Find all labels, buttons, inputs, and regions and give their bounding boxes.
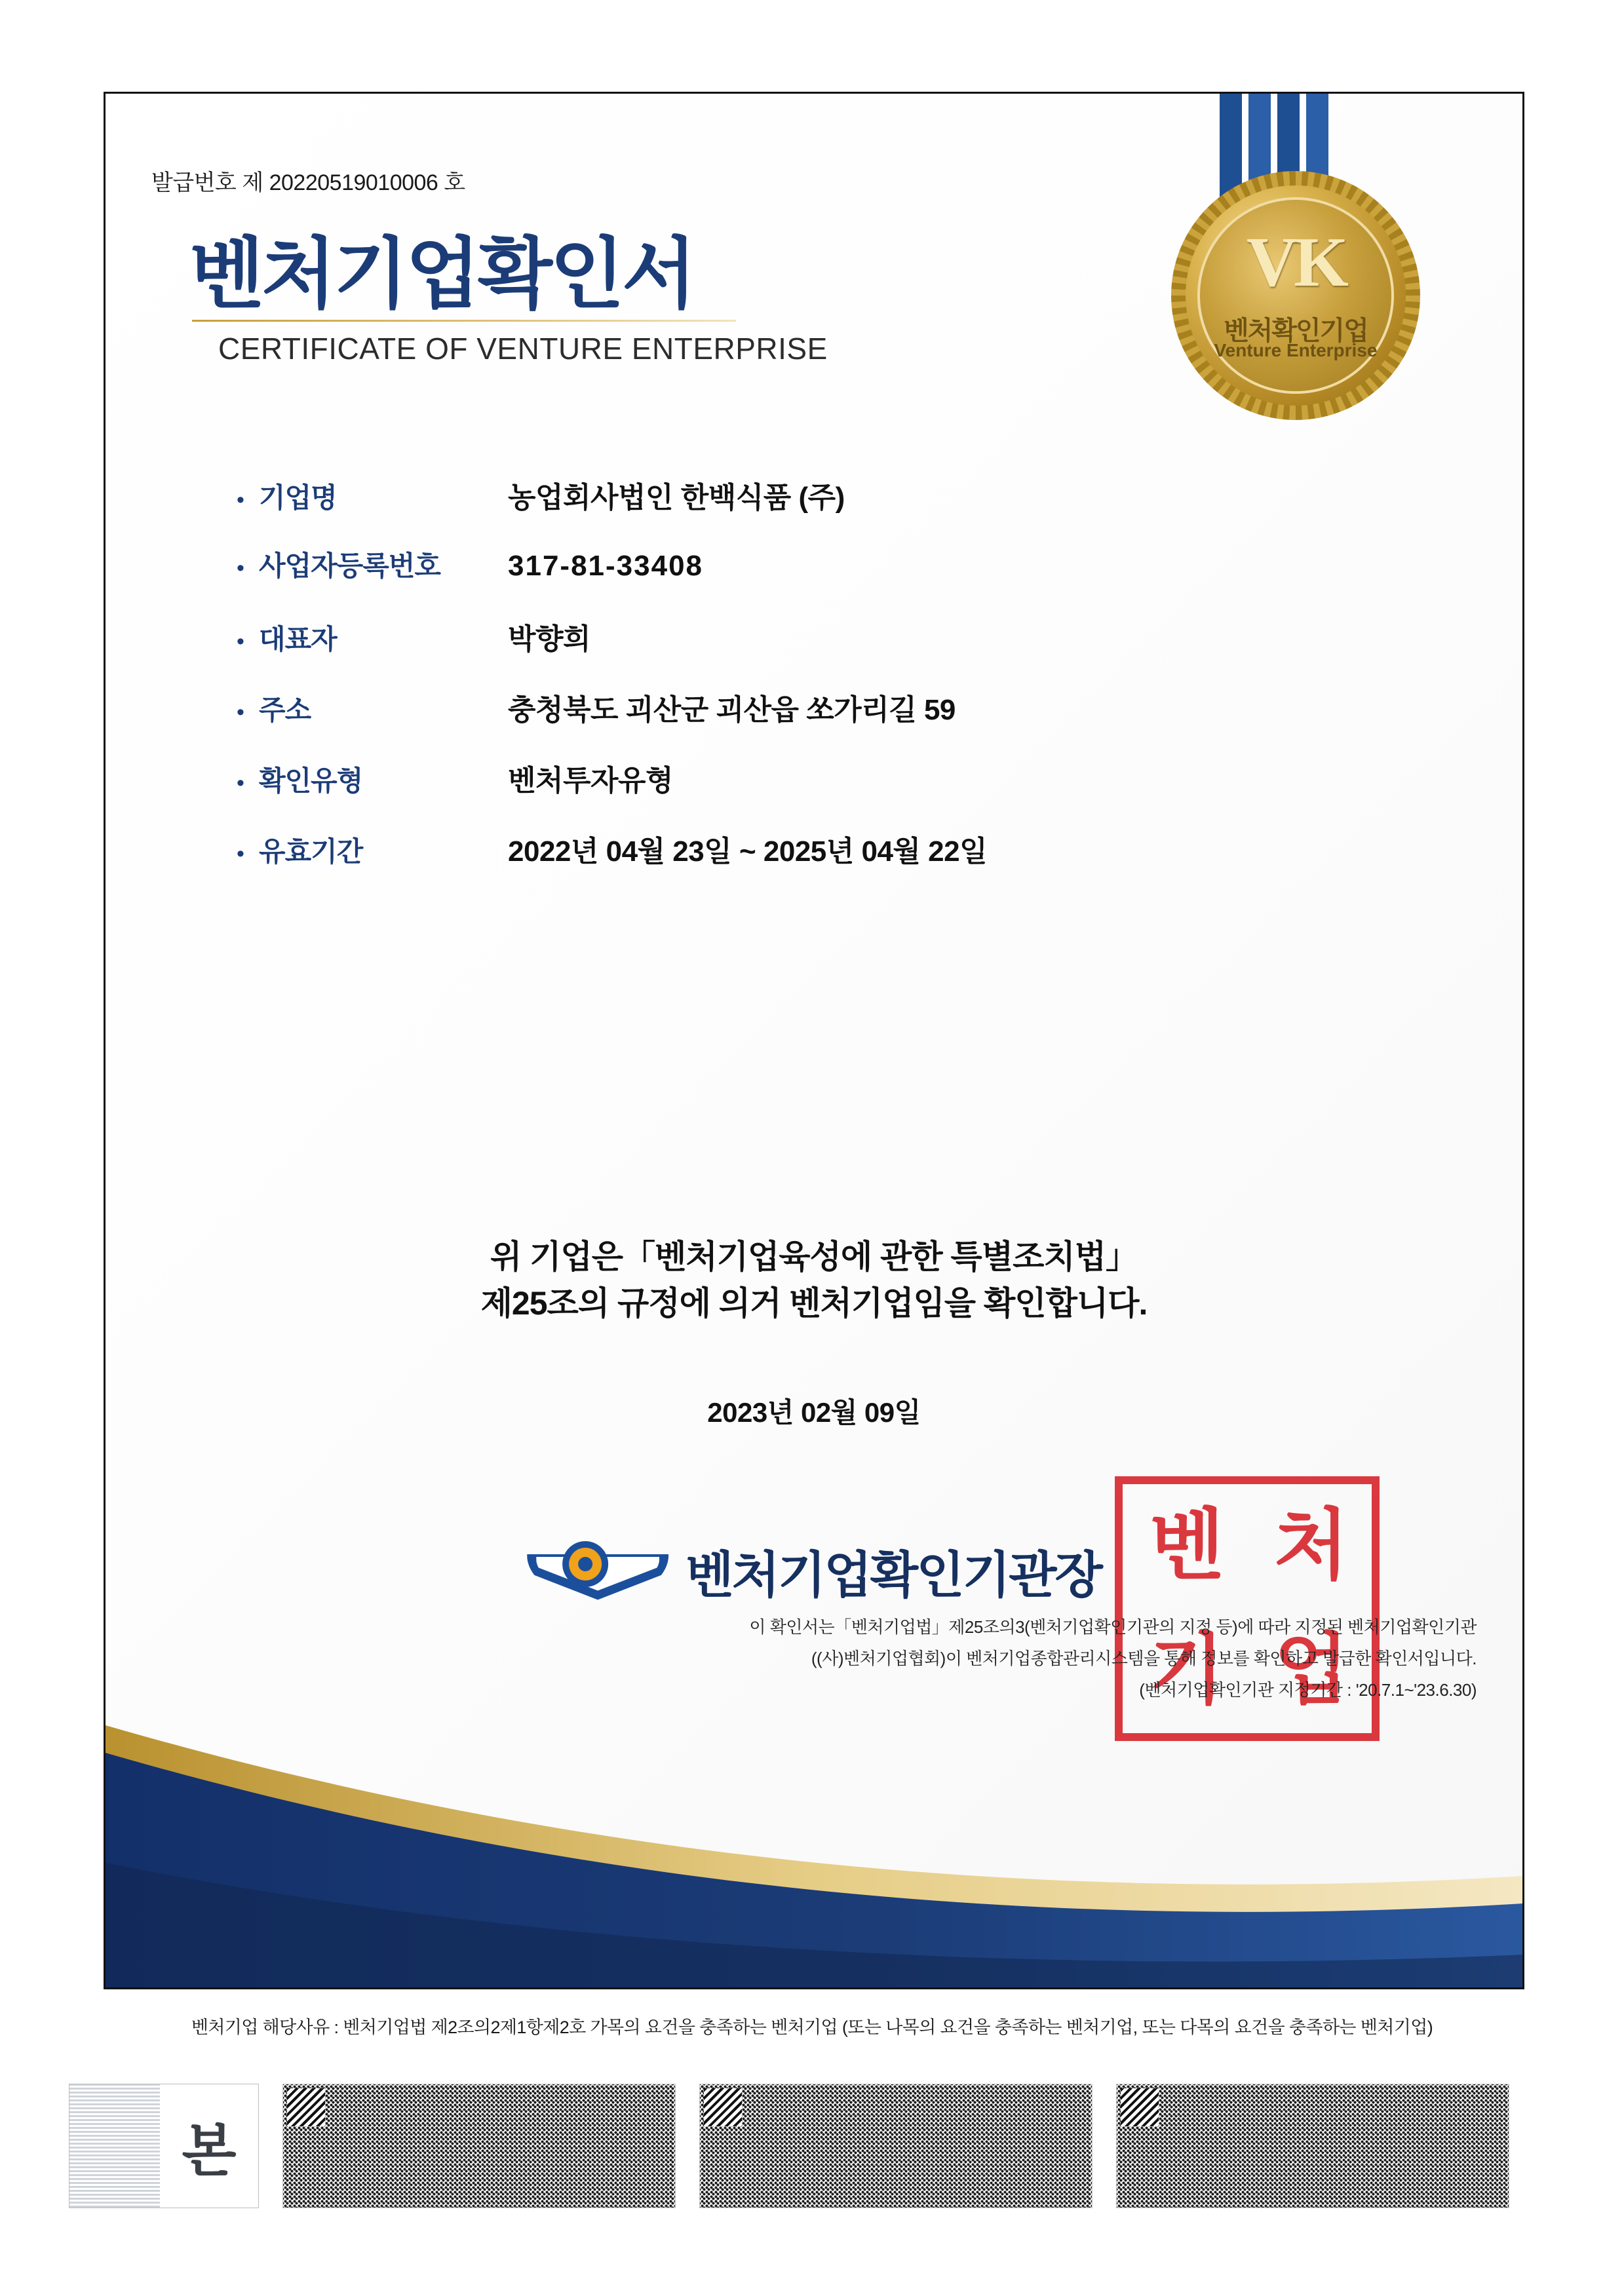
barcode-block	[699, 2084, 1092, 2208]
seal-label-ko: 벤처확인기업	[1224, 316, 1368, 345]
barcode-finder-icon	[704, 2088, 742, 2126]
barcode-strip	[69, 2084, 1556, 2234]
field-row	[237, 828, 1351, 898]
organization-name: 벤처기업확인기관장	[686, 1548, 1101, 1603]
field-row	[237, 615, 1351, 686]
seal-glyph: VK	[1247, 223, 1345, 301]
venture-association-logo-icon	[527, 1540, 668, 1603]
footer-note: 벤처기업 해당사유 : 벤처기업법 제2조의2제1항제2호 가목의 요건을 충족하는 벤처기업 (또는 나목의 요건을 충족하는 벤처기업, 또는 다목의 요건을 충족하는 벤처기업)	[191, 2018, 1433, 2037]
issue-number: 발급번호 제 20220519010006 호	[151, 170, 465, 195]
field-value: 317-81-33408	[508, 550, 704, 582]
bottom-wave-decoration	[106, 1647, 1522, 1987]
barcode-finder-icon	[287, 2088, 325, 2126]
seal-ribbon-group	[1142, 94, 1424, 461]
stamp-char: 업	[1274, 1628, 1345, 1713]
field-value: 벤처투자유형	[508, 765, 674, 797]
seal-label-en: Venture Enterprise	[1214, 340, 1378, 360]
page-subtitle: CERTIFICATE OF VENTURE ENTERPRISE	[218, 332, 828, 366]
statement-line-1: 위 기업은「벤처기업육성에 관한 특별조치법」	[490, 1238, 1138, 1275]
fineprint-line: ((사)벤처기업협회)이 벤처기업종합관리시스템을 통해 정보를 확인하고 발급한 확인서입니다.	[811, 1648, 1477, 1668]
issue-date: 2023년 02월 09일	[707, 1397, 921, 1428]
field-row	[237, 545, 1351, 615]
field-label: 기업명	[259, 482, 337, 513]
bullet-icon: •	[237, 841, 244, 866]
statement-block	[106, 1234, 1522, 1327]
gold-seal-icon	[1171, 171, 1420, 420]
field-label: 사업자등록번호	[259, 550, 441, 581]
barcode-label-char: 본	[160, 2084, 258, 2208]
fineprint-line: (벤처기업확인기관 지정기간 : '20.7.1~'23.6.30)	[1139, 1679, 1477, 1700]
field-label: 주소	[259, 695, 311, 725]
field-value: 2022년 04월 23일 ~ 2025년 04월 22일	[508, 835, 988, 868]
bullet-icon: •	[237, 629, 244, 654]
stamp-char: 기	[1150, 1628, 1220, 1713]
title-divider	[192, 320, 736, 322]
field-value: 박향희	[508, 623, 591, 655]
statement-line-2: 제25조의 규정에 의거 벤처기업임을 확인합니다.	[480, 1285, 1148, 1322]
field-value: 농업회사법인 한백식품 (주)	[508, 482, 845, 514]
field-value: 충청북도 괴산군 괴산읍 쏘가리길 59	[508, 694, 956, 726]
fineprint-line: 이 확인서는「벤처기업법」제25조의3(벤처기업확인기관의 지정 등)에 따라 지정된 벤처기업확인기관	[749, 1617, 1477, 1637]
barcode-block	[282, 2084, 676, 2208]
field-row	[237, 757, 1351, 828]
bullet-icon: •	[237, 771, 244, 795]
field-row	[237, 686, 1351, 757]
field-row	[237, 474, 1351, 545]
bullet-icon: •	[237, 488, 244, 512]
field-label: 확인유형	[259, 765, 363, 796]
field-list	[237, 474, 1351, 898]
bullet-icon: •	[237, 700, 244, 725]
certificate-frame	[104, 92, 1524, 1989]
bullet-icon: •	[237, 556, 244, 581]
field-label: 대표자	[259, 624, 337, 655]
stamp-char: 벤	[1150, 1503, 1220, 1589]
page-title: 벤처기업확인서	[189, 231, 694, 318]
barcode-block	[1116, 2084, 1509, 2208]
barcode-label-box	[69, 2084, 259, 2208]
field-label: 유효기간	[259, 836, 363, 867]
stamp-char: 처	[1274, 1503, 1345, 1589]
barcode-finder-icon	[1121, 2088, 1159, 2126]
